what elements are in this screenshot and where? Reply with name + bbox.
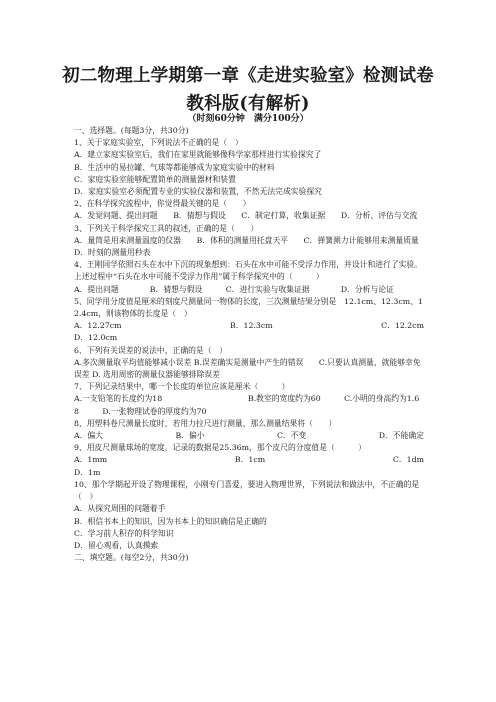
question-9-option-c: C．1dm [392,455,424,465]
question-6: 6、下列有关误差的说法中，正确的是（ ） [74,345,228,355]
question-4-options: A．提出问题 B．猜想与假设 C．进行实验与收集证据 D．分析与论证 [74,284,394,294]
question-5-options [74,320,424,332]
question-1-option-b: B．生活中的易拉罐、气球等都能够成为家庭实验中的材料 [74,162,275,172]
question-6-options: A.多次测量取平均值能够减小误差 B.误差确实是测量中产生的错误 C.只要认真测量，就能够幸免误差 D. 选用周密的测量仪器能够排除误差 [74,357,421,380]
question-9: 9、用皮尺测量球场的宽度，记录的数据是25.36m，那个皮尺的分度值是（ ） [74,443,366,453]
question-5: 5、同学用分度值是厘米的刻度尺测量同一物体的长度，三次测量结果分别是 12.1cm、12.3cm、12.4cm，则该物体的长度是（ ） [74,296,423,319]
question-9-option-b: B．1cm [234,455,266,465]
question-10-option-a: A．从探究周围的问题着手 [74,504,166,514]
question-1-option-a: A．建立家庭实验室后，我们在家里就能够像科学家那样进行实验探究了 [74,150,322,160]
question-5-option-d: D．12.0cm [74,333,118,343]
question-8-option-a: A．偏大 [74,431,104,441]
question-10-option-d: D．留心观看，认真摸索 [74,540,159,550]
document-body [74,125,435,564]
question-5-option-b: B．12.3cm [229,321,273,331]
question-8: 8、用塑料卷尺测量长度时，若用力拉尺进行测量，那么测量结果将（ ） [74,418,337,428]
question-1-option-c: C．家庭实验室能够配置简单的测量器材和装置 [74,174,236,184]
question-1-option-d: D．家庭实验室必须配置专业的实验仪器和装置，不然无法完成实验探究 [74,187,322,197]
document-subtitle: （时刻60分钟 满分100分） [187,114,309,124]
question-10: 10、那个学期起开设了物理课程，小刚专门喜爱，要进入物理世界，下列说法和做法中，不正确的是（ ） [74,479,420,502]
question-4: 4、王刚同学依照石头在水中下沉的现象想到：石头在水中可能不受浮力作用，并设计和进行了实验。上述过程中“石头在水中可能不受浮力作用”属于科学探究中的（ ） [74,260,423,282]
question-10-option-c: C．学习前人积存的科学知识 [74,528,174,538]
question-2-options: A．发觉问题、提出问题 B．猜想与假设 C．制定打算，收集证据 D．分析、评估与交流 [74,211,418,221]
question-10-option-b: B．相信书本上的知识，因为书本上的知识确信是正确的 [74,516,267,526]
question-9-option-d: D．1m [74,467,101,477]
question-5-option-c: C．12.2cm [381,321,424,331]
question-9-options [74,454,424,466]
document-title: 初二物理上学期第一章《走进实验室》检测试卷教科版(有解析) [62,66,434,114]
question-7-options: A.一支铅笔的长度约为18 B.教室的宽度约为60 C.小明的身高约为1.68 D.一张物理试卷的厚度约为70 [74,394,420,416]
question-7: 7、下列记录结果中，哪一个长度的单位应该是厘米（ ） [74,382,290,392]
section-heading: 二、填空题。(每空2分，共30分) [74,553,189,563]
question-1: 1、关于家庭实验室，下列说法不正确的是（ ） [74,138,243,148]
question-9-option-a: A．1mm [74,455,108,465]
question-3: 3、下列关于科学探究工具的叙述，正确的是（ ） [74,223,259,233]
question-8-option-d: D．不能确定 [378,431,424,441]
question-8-options [74,430,424,442]
question-3-options: A．量筒是用来测量温度的仪器 B．体积的测量用托盘天平 C．弹簧测力计能够用来测量质量 D．时刻的测量用秒表 [74,235,435,258]
question-8-option-b: B．偏小 [175,431,205,441]
question-5-option-a: A．12.27cm [74,321,122,331]
question-8-option-c: C．不变 [276,431,307,441]
question-2: 2、在科学探究流程中，你觉得最关键的是（ ） [74,199,251,209]
section-heading: 一、选择题。(每题3分，共30分) [74,126,189,135]
